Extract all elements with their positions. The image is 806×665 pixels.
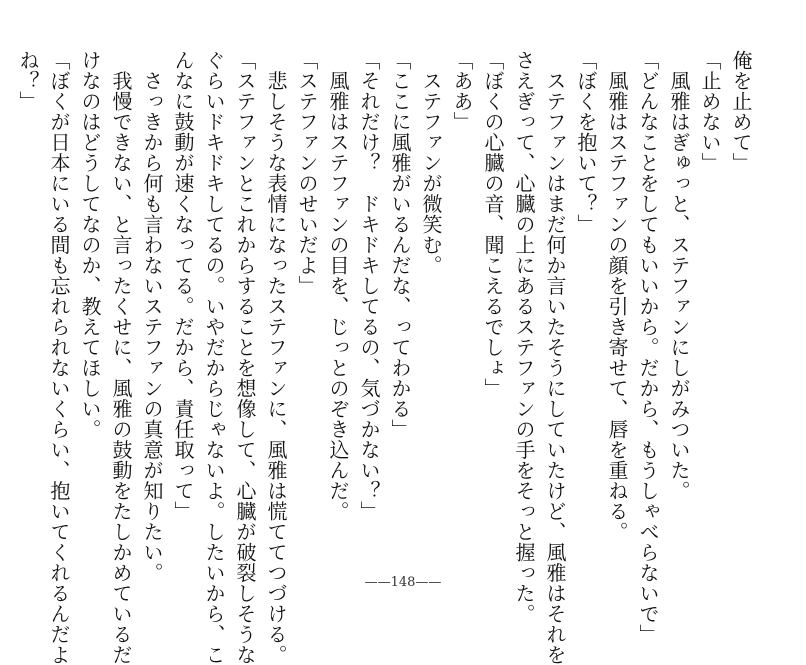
text-line: けなのはどうしてなのか、教えてほしい。 — [78, 50, 102, 440]
text-line: 「ああ」 — [450, 50, 474, 132]
text-line: 「ステファンとこれからすることを想像して、心臓が破裂しそうな — [233, 50, 257, 665]
text-line: 風雅はステファンの顔を引き寄せて、唇を重ねる。 — [605, 50, 629, 542]
text-line: 風雅はぎゅっと、ステファンにしがみついた。 — [667, 50, 691, 501]
text-line: んなに鼓動が速くなってる。だから、責任取って」 — [171, 50, 195, 522]
text-line: 「どんなことをしてもいいから。だから、もうしゃべらないで」 — [636, 50, 660, 645]
text-line: 「ぼくの心臓の音、聞こえるでしょ」 — [481, 50, 505, 399]
text-line: ステファンはまだ何か言いたそうにしていたけど、風雅はそれを — [543, 50, 567, 665]
text-line: ね？」 — [16, 50, 40, 112]
text-line: 我慢できない、と言ったくせに、風雅の鼓動をたしかめているだ — [109, 50, 133, 665]
text-line: ステファンが微笑む。 — [419, 50, 443, 276]
text-line: 「ぼくが日本にいる間も忘れられないくらい、抱いてくれるんだよ — [47, 50, 71, 665]
text-line: 俺を止めて」 — [729, 50, 753, 173]
text-line: さえぎって、心臓の上にあるステファンの手をそっと握った。 — [512, 50, 536, 624]
text-line: さっきから何も言わないステファンの真意が知りたい。 — [140, 50, 164, 583]
text-line: 「ステファンのせいだよ」 — [295, 50, 319, 296]
text-line: ぐらいドキドキしてるの。いやだからじゃないよ。したいから、こ — [202, 50, 226, 665]
text-line: 悲しそうな表情になったステファンに、風雅は慌ててつづける。 — [264, 50, 288, 665]
text-line: 「ここに風雅がいるんだな、ってわかる」 — [388, 50, 412, 440]
text-line: 風雅はステファンの目を、じっとのぞき込んだ。 — [326, 50, 350, 522]
text-line: 「ぼくを抱いて？」 — [574, 50, 598, 235]
text-line: 「止めない」 — [698, 50, 722, 173]
page-number: ——148—— — [364, 575, 442, 590]
text-line: 「それだけ？ ドキドキしてるの、気づかない？」 — [357, 50, 381, 522]
